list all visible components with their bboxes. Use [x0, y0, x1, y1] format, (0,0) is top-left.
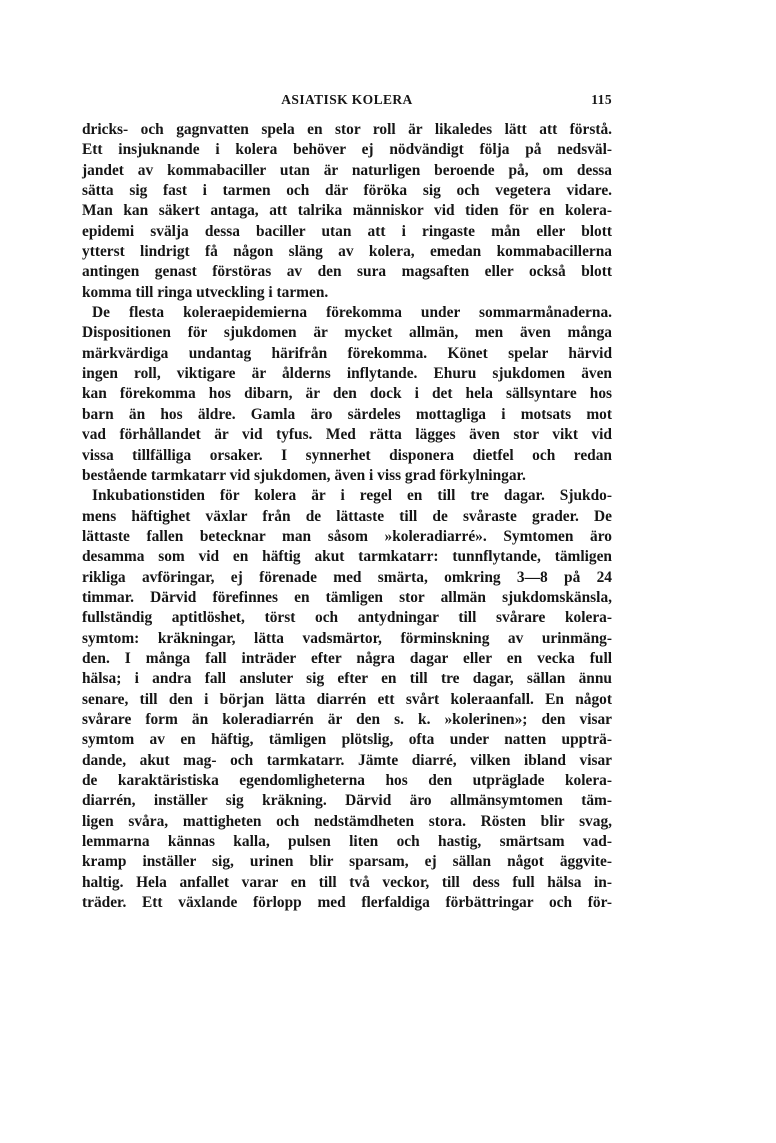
running-title: ASIATISK KOLERA	[281, 92, 413, 107]
text-line: vissa tillfälliga orsaker. I synnerhet disponera dietfel och redan	[82, 446, 612, 464]
text-line: barn än hos äldre. Gamla äro särdeles mottagliga i motsats mot	[82, 405, 612, 423]
text-line: timmar. Därvid förefinnes en tämligen stor allmän sjukdomskänsla,	[82, 588, 612, 606]
text-line: komma till ringa utveckling i tarmen.	[82, 283, 329, 301]
text-line: Dispositionen för sjukdomen är mycket allmän, men även många	[82, 324, 612, 342]
text-line: sätta sig fast i tarmen och där föröka sig och vegetera vidare.	[82, 182, 612, 200]
body-text	[82, 120, 612, 913]
text-line: lemmarna kännas kalla, pulsen liten och hastig, smärtsam vad-	[82, 833, 612, 851]
text-line: Man kan säkert antaga, att talrika människor vid tiden för en kolera-	[82, 202, 612, 220]
text-line: desamma som vid en häftig akut tarmkatarr: tunnflytande, tämligen	[82, 548, 612, 566]
text-line: haltig. Hela anfallet varar en till två veckor, till dess full hälsa in-	[82, 873, 612, 891]
text-line: hälsa; i andra fall ansluter sig efter en till tre dagar, sällan ännu	[82, 670, 612, 688]
page-number: 115	[591, 92, 612, 107]
text-line: kramp inställer sig, urinen blir sparsam, ej sällan något äggvite-	[82, 853, 612, 871]
paragraph	[82, 486, 612, 913]
text-line: bestående tarmkatarr vid sjukdomen, även i viss grad förkylningar.	[82, 466, 526, 484]
text-line: Ett insjuknande i kolera behöver ej nödvändigt följa på nedsväl-	[82, 141, 612, 159]
text-line: lättaste fallen betecknar man såsom »koleradiarré». Symtomen äro	[82, 527, 612, 545]
text-line: diarrén, inställer sig kräkning. Därvid äro allmänsymtomen täm-	[82, 792, 612, 810]
text-line: antingen genast förstöras av den sura magsaften eller också blott	[82, 263, 612, 281]
text-line: den. I många fall inträder efter några dagar eller en vecka full	[82, 649, 612, 667]
text-line: symtom av en häftig, tämligen plötslig, ofta under natten uppträ-	[82, 731, 612, 749]
paragraph	[82, 120, 612, 303]
text-line: vad förhållandet är vid tyfus. Med rätta lägges även stor vikt vid	[82, 426, 612, 444]
text-line: Inkubationstiden för kolera är i regel en till tre dagar. Sjukdo-	[92, 487, 612, 505]
text-line: de karaktäristiska egendomligheterna hos den utpräglade kolera-	[82, 772, 612, 789]
text-line: träder. Ett växlande förlopp med flerfaldiga förbättringar och för-	[82, 894, 612, 912]
paragraph	[82, 303, 612, 486]
text-line: ingen roll, viktigare är ålderns inflytande. Ehuru sjukdomen även	[82, 365, 612, 383]
text-line: kan förekomma hos dibarn, är den dock i det hela sällsyntare hos	[82, 385, 612, 403]
text-line: rikliga avföringar, ej förenade med smärta, omkring 3—8 på 24	[82, 568, 612, 586]
text-line: dricks- och gagnvatten spela en stor roll är likaledes lätt att förstå.	[82, 121, 612, 138]
text-line: De flesta koleraepidemierna förekomma under sommarmånaderna.	[92, 304, 612, 322]
text-line: mens häftighet växlar från de lättaste till de svåraste grader. De	[82, 507, 612, 525]
text-line: dande, akut mag- och tarmkatarr. Jämte diarré, vilken ibland visar	[82, 751, 612, 769]
text-line: ligen svåra, mattigheten och nedstämdheten stora. Rösten blir svag,	[82, 812, 612, 830]
book-page	[82, 92, 612, 913]
text-line: jandet av kommabaciller utan är naturligen beroende på, om dessa	[82, 161, 612, 179]
running-head	[82, 92, 612, 112]
text-line: ytterst lindrigt få någon släng av kolera, emedan kommabacillerna	[82, 243, 612, 261]
text-line: epidemi svälja dessa baciller utan att i ringaste mån eller blott	[82, 222, 612, 240]
text-line: senare, till den i början lätta diarrén ett svårt koleraanfall. En något	[82, 690, 612, 708]
text-line: märkvärdiga undantag härifrån förekomma. Könet spelar härvid	[82, 344, 612, 362]
text-line: symtom: kräkningar, lätta vadsmärtor, förminskning av urinmäng-	[82, 629, 612, 647]
text-line: fullständig aptitlöshet, törst och antydningar till svårare kolera-	[82, 609, 612, 627]
text-line: svårare form än koleradiarrén är den s. k. »kolerinen»; den visar	[82, 710, 612, 728]
